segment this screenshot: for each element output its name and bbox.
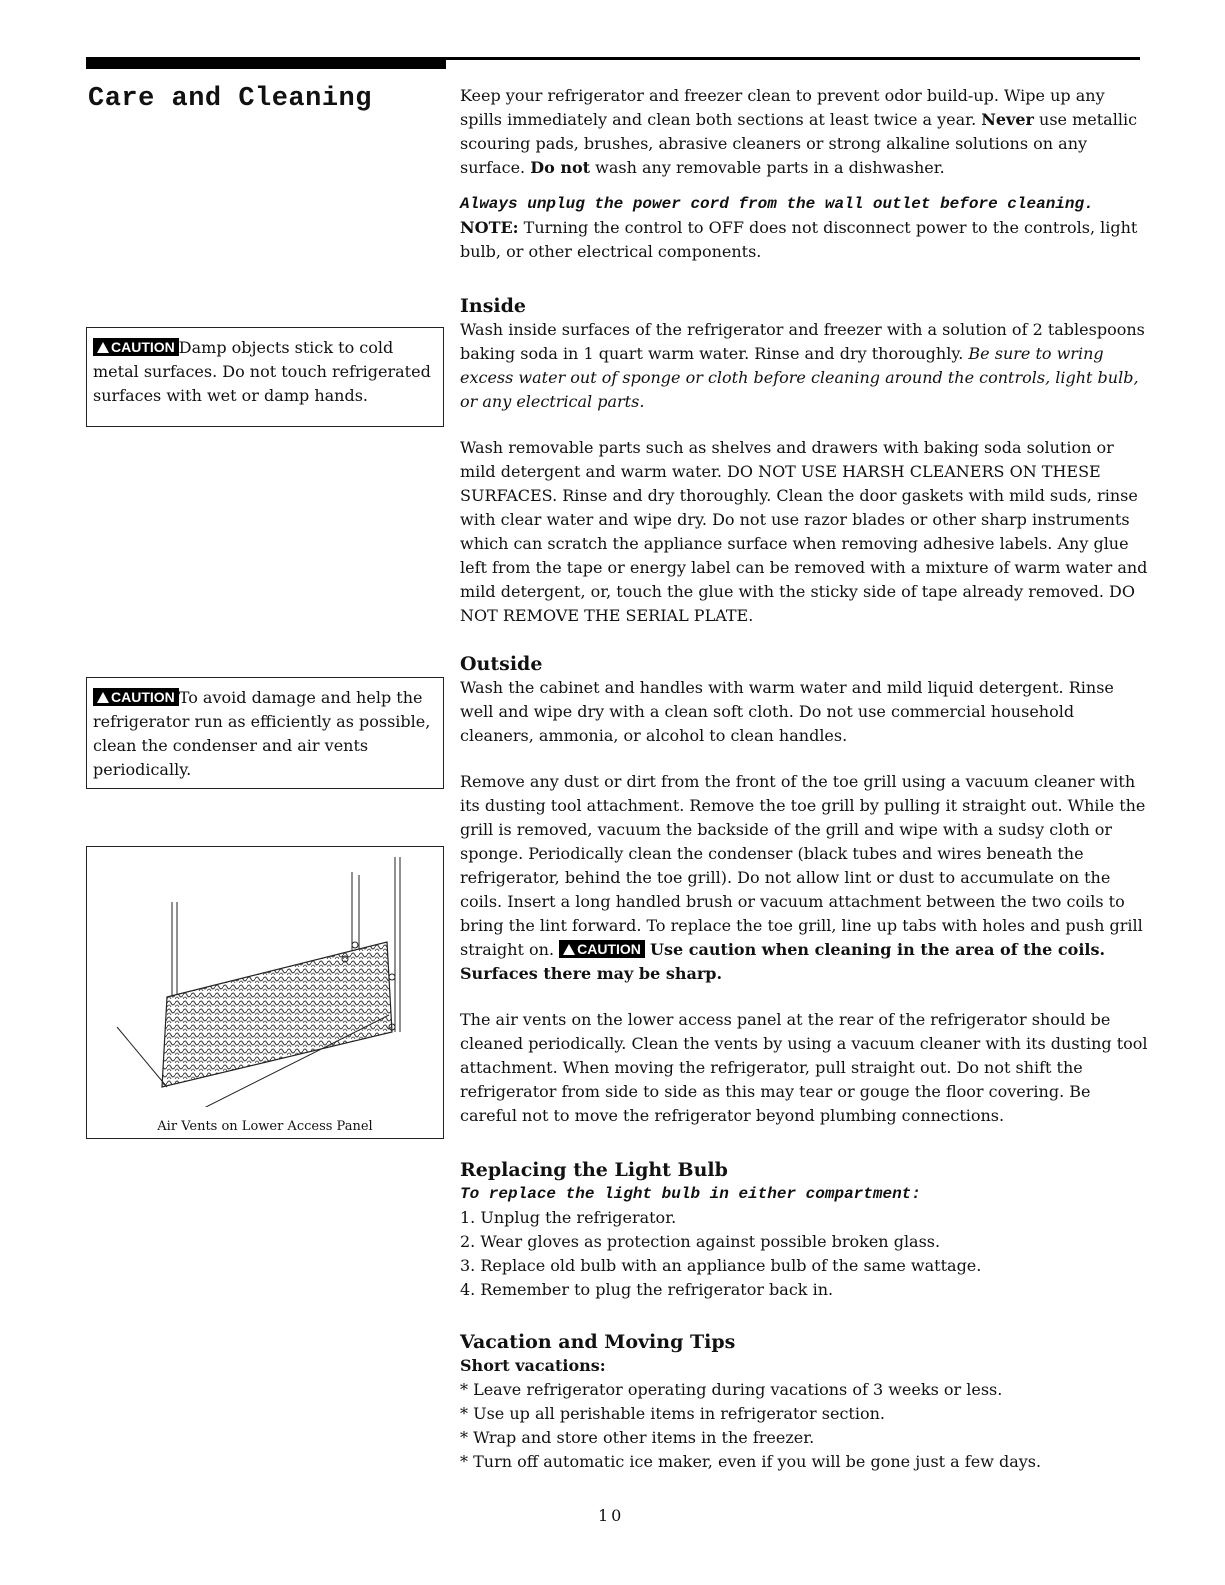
warning-triangle-icon xyxy=(97,342,109,353)
caution-label: CAUTION xyxy=(577,941,641,957)
list-item: * Turn off automatic ice maker, even if you will be gone just a few days. xyxy=(460,1452,1042,1471)
inside-paragraph-2: Wash removable parts such as shelves and drawers with baking soda solution or mild detergent and warm water. DO NOT USE HARSH CLEANERS ON THESE SURFACES. Rinse and dry thoroughly. Clean the door gaskets with mild suds, rinse with clear water and wipe dry. Do not use razor blades or other sharp instruments which can scratch the appliance surface when removing adhesive labels. Any glue left from the tape or energy label can be removed with a mixture of warm water and mild detergent, or, touch the glue with the sticky side of tape already removed. DO NOT REMOVE THE SERIAL PLATE. xyxy=(460,438,1148,625)
header-rule-thin xyxy=(446,57,1140,60)
page-number: 10 xyxy=(598,1506,625,1525)
outside-paragraph-2 xyxy=(460,770,1150,986)
figure-caption: Air Vents on Lower Access Panel xyxy=(157,1119,373,1134)
list-item: 4. Remember to plug the refrigerator back in. xyxy=(460,1280,834,1299)
outside-paragraph-3: The air vents on the lower access panel at the rear of the refrigerator should be cleaned periodically. Clean the vents by using a vacuum cleaner with its dusting tool attachment. When moving the refrigerator, pull straight out. Do not shift the refrigerator from side to side as this may tear or gouge the floor covering. Be careful not to move the refrigerator beyond plumbing connections. xyxy=(460,1010,1148,1125)
intro-text-b: use metallic scouring pads, brushes, abrasive cleaners or strong alkaline solutions on any surface. xyxy=(460,110,1138,177)
inside-section xyxy=(460,294,1150,628)
note-text: Turning the control to OFF does not disconnect power to the controls, light bulb, or other electrical components. xyxy=(460,218,1138,261)
intro-text-c: wash any removable parts in a dishwasher. xyxy=(590,158,945,177)
inside-paragraph-1 xyxy=(460,318,1150,414)
outside-text: Remove any dust or dirt from the front of the toe grill using a vacuum cleaner with its dusting tool attachment. Remove the toe grill by pulling it straight out. While the grill is removed, vacuum the backside of the grill and wipe with a sudsy cloth or sponge. Periodically clean the condenser (black tubes and wires beneath the refrigerator, behind the toe grill). Do not allow lint or dust to accumulate on the coils. Insert a long handled brush or vacuum attachment between the two coils to bring the lint forward. To replace the toe grill, line up tabs with holes and push grill straight on. xyxy=(460,772,1146,959)
coils-caution-text: Use caution when cleaning in the area of the coils. Surfaces there may be sharp. xyxy=(460,940,1106,983)
light-bulb-subheading: To replace the light bulb in either compartment: xyxy=(460,1185,921,1203)
list-item: 2. Wear gloves as protection against possible broken glass. xyxy=(460,1232,941,1251)
caution-box-content xyxy=(87,678,443,790)
air-vents-illustration xyxy=(87,847,443,1107)
caution-label: CAUTION xyxy=(111,689,175,705)
list-item: * Wrap and store other items in the freezer. xyxy=(460,1428,815,1447)
caution-box-content xyxy=(87,328,443,416)
unplug-warning: Always unplug the power cord from the wall outlet before cleaning. xyxy=(460,195,1094,213)
inside-text: Wash inside surfaces of the refrigerator and freezer with a solution of 2 tablespoons baking soda in 1 quart warm water. Rinse and dry thoroughly. xyxy=(460,320,1145,363)
list-item: 3. Replace old bulb with an appliance bulb of the same wattage. xyxy=(460,1256,982,1275)
caution-badge xyxy=(559,940,645,958)
vacation-section xyxy=(460,1330,1150,1474)
light-bulb-section xyxy=(460,1158,1150,1302)
caution-label: CAUTION xyxy=(111,339,175,355)
list-item: * Use up all perishable items in refrigerator section. xyxy=(460,1404,885,1423)
vacation-heading: Vacation and Moving Tips xyxy=(460,1331,736,1353)
outside-section xyxy=(460,652,1150,1128)
donot-emphasis: Do not xyxy=(530,158,591,177)
caution-box-damp xyxy=(86,327,444,427)
never-emphasis: Never xyxy=(981,110,1034,129)
vacation-subheading: Short vacations: xyxy=(460,1356,606,1375)
caution-badge xyxy=(93,338,179,356)
inside-italic-text: Be sure to wring excess water out of sponge or cloth before cleaning around the controls, light bulb, or any electrical parts. xyxy=(460,344,1139,411)
caution-box-condenser xyxy=(86,677,444,789)
intro-section xyxy=(460,84,1150,264)
list-item: 1. Unplug the refrigerator. xyxy=(460,1208,677,1227)
intro-paragraph xyxy=(460,84,1150,180)
outside-heading: Outside xyxy=(460,653,543,675)
light-bulb-heading: Replacing the Light Bulb xyxy=(460,1159,728,1181)
air-vents-figure xyxy=(86,846,444,1139)
inside-heading: Inside xyxy=(460,295,526,317)
note-label: NOTE: xyxy=(460,218,519,237)
intro-text-a: Keep your refrigerator and freezer clean to prevent odor build-up. Wipe up any spills immediately and clean both sections at least twice a year. xyxy=(460,86,1105,129)
note-paragraph xyxy=(460,216,1150,264)
outside-paragraph-1: Wash the cabinet and handles with warm water and mild liquid detergent. Rinse well and wipe dry with a clean soft cloth. Do not use commercial household cleaners, ammonia, or alcohol to clean handles. xyxy=(460,678,1114,745)
caution-box-1-text: Damp objects stick to cold metal surfaces. Do not touch refrigerated surfaces with wet or damp hands. xyxy=(93,338,431,405)
caution-badge xyxy=(93,688,179,706)
list-item: * Leave refrigerator operating during vacations of 3 weeks or less. xyxy=(460,1380,1003,1399)
page-title: Care and Cleaning xyxy=(88,84,372,114)
caution-box-2-text: To avoid damage and help the refrigerator run as efficiently as possible, clean the condenser and air vents periodically. xyxy=(93,688,431,779)
warning-triangle-icon xyxy=(563,944,575,955)
header-rule-thick xyxy=(86,57,446,69)
warning-triangle-icon xyxy=(97,692,109,703)
